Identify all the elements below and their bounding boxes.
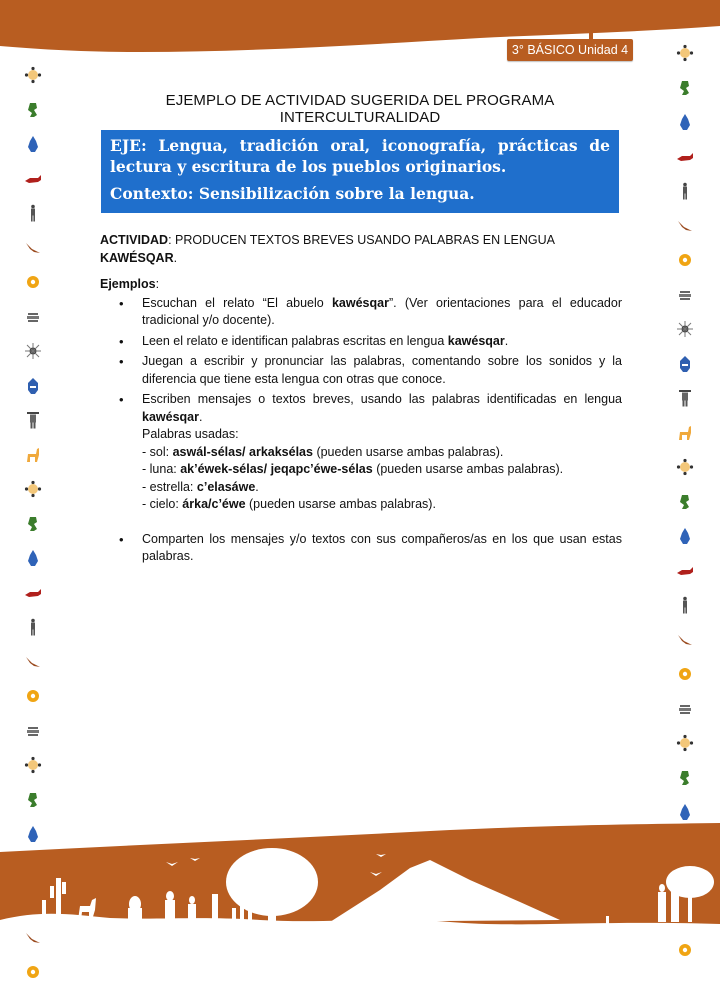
condor-icon [18, 645, 48, 680]
pot-icon [18, 300, 48, 335]
blue-figure-icon [670, 105, 700, 140]
word-note: (pueden usarse ambas palabras). [245, 497, 436, 511]
unit-tag: 3° BÁSICO Unidad 4 [507, 39, 633, 61]
word-label: - luna: [142, 462, 181, 476]
words-used-heading: Palabras usadas: [142, 427, 239, 441]
pot-icon [670, 692, 700, 727]
examples-colon: : [155, 277, 160, 291]
condor-icon [670, 623, 700, 658]
black-sun-icon [18, 334, 48, 369]
yellow-flower-icon [18, 265, 48, 300]
word-label: - estrella: [142, 479, 197, 494]
word-entry-cielo [142, 496, 622, 514]
llama-icon [18, 438, 48, 473]
yellow-flower-icon [670, 933, 700, 968]
sun-face-icon [18, 58, 48, 93]
blue-mask-icon [18, 369, 48, 404]
frog-icon [670, 71, 700, 106]
word-kawesqar: árka/c’éwe [182, 497, 246, 511]
word-note: (pueden usarse ambas palabras). [372, 462, 564, 476]
llama-icon [670, 416, 700, 451]
frog-icon [18, 507, 48, 542]
example-text-end: . [504, 333, 509, 348]
blue-mask-icon [670, 347, 700, 382]
yellow-flower-icon [18, 955, 48, 990]
sun-face-icon [18, 472, 48, 507]
word-kawesqar: ak’éwek-sélas/ jeqapc’éwe-sélas [180, 462, 373, 476]
activity-period: . [173, 250, 178, 265]
example-text-end: . [198, 409, 203, 424]
word-entry-sol [142, 444, 622, 462]
frog-icon [18, 783, 48, 818]
red-fox-icon [670, 554, 700, 589]
standing-person-icon [18, 196, 48, 231]
sun-face-icon [18, 748, 48, 783]
blue-figure-icon [18, 127, 48, 162]
word-kawesqar: aswál-sélas/ arkaksélas [172, 444, 313, 459]
activity-text: : PRODUCEN TEXTOS BREVES USANDO PALABRAS EN LENGUA [168, 233, 555, 247]
example-text-end: ”. (Ver orientaciones para el educador tradicional y/o docente). [142, 295, 622, 327]
example-item [100, 353, 622, 388]
eje-text: EJE: Lengua, tradición oral, iconografía, prácticas de lectura y escritura de los pueblos originarios. [110, 136, 610, 176]
yellow-flower-icon [670, 657, 700, 692]
hat-person-icon [18, 403, 48, 438]
red-fox-icon [18, 162, 48, 197]
sun-face-icon [670, 726, 700, 761]
word-note: . [255, 479, 259, 494]
frog-icon [670, 485, 700, 520]
example-item [100, 295, 622, 330]
blue-figure-icon [18, 541, 48, 576]
word-note: (pueden usarse ambas palabras). [312, 444, 504, 459]
sun-face-icon [670, 36, 700, 71]
hat-person-icon [670, 381, 700, 416]
word-entry-estrella [142, 479, 622, 497]
frog-icon [670, 761, 700, 796]
word-kawesqar: c’elasáwe [196, 479, 256, 494]
example-text: Juegan a escribir y pronunciar las palabras, comentando sobre los sonidos y la diferencia que tiene esta lengua con otras que conoce. [142, 354, 622, 386]
example-text: Escriben mensajes o textos breves, usando las palabras identificadas en lengua [142, 392, 622, 406]
word-label: - sol: [142, 444, 173, 459]
word-label: - cielo: [142, 497, 183, 511]
yellow-flower-icon [670, 243, 700, 278]
example-item [100, 333, 622, 351]
standing-person-icon [18, 610, 48, 645]
examples-heading [100, 276, 622, 294]
pot-icon [670, 278, 700, 313]
pot-icon [18, 714, 48, 749]
activity-language: KAWÉSQAR [100, 250, 174, 265]
sun-face-icon [670, 450, 700, 485]
standing-person-icon [670, 174, 700, 209]
red-fox-icon [670, 140, 700, 175]
examples-heading-text: Ejemplos [100, 277, 156, 291]
example-item [100, 531, 622, 566]
example-item [100, 391, 622, 528]
example-bold-term: kawésqar [142, 409, 199, 424]
example-text: Escuchan el relato “El abuelo [142, 295, 332, 310]
contexto-text: Contexto: Sensibilización sobre la lengua. [110, 184, 475, 203]
frog-icon [18, 93, 48, 128]
red-fox-icon [18, 576, 48, 611]
activity-label: ACTIVIDAD [100, 233, 169, 247]
word-entry-luna [142, 461, 622, 479]
eje-box [101, 130, 619, 213]
example-bold-term: kawésqar [447, 333, 505, 348]
document-title: EJEMPLO DE ACTIVIDAD SUGERIDA DEL PROGRAMA INTERCULTURALIDAD [165, 92, 555, 126]
example-text: Leen el relato e identifican palabras escritas en lengua [142, 333, 448, 348]
condor-icon [670, 209, 700, 244]
footer-landscape-band [0, 820, 720, 932]
yellow-flower-icon [18, 679, 48, 714]
example-bold-term: kawésqar [331, 295, 389, 310]
condor-icon [18, 231, 48, 266]
black-sun-icon [670, 312, 700, 347]
activity-content [100, 232, 622, 569]
example-text: Comparten los mensajes y/o textos con sus compañeros/as en los que usan estas palabras. [142, 531, 622, 563]
blue-figure-icon [670, 519, 700, 554]
activity-line [100, 232, 622, 267]
standing-person-icon [670, 588, 700, 623]
examples-list [100, 295, 622, 566]
